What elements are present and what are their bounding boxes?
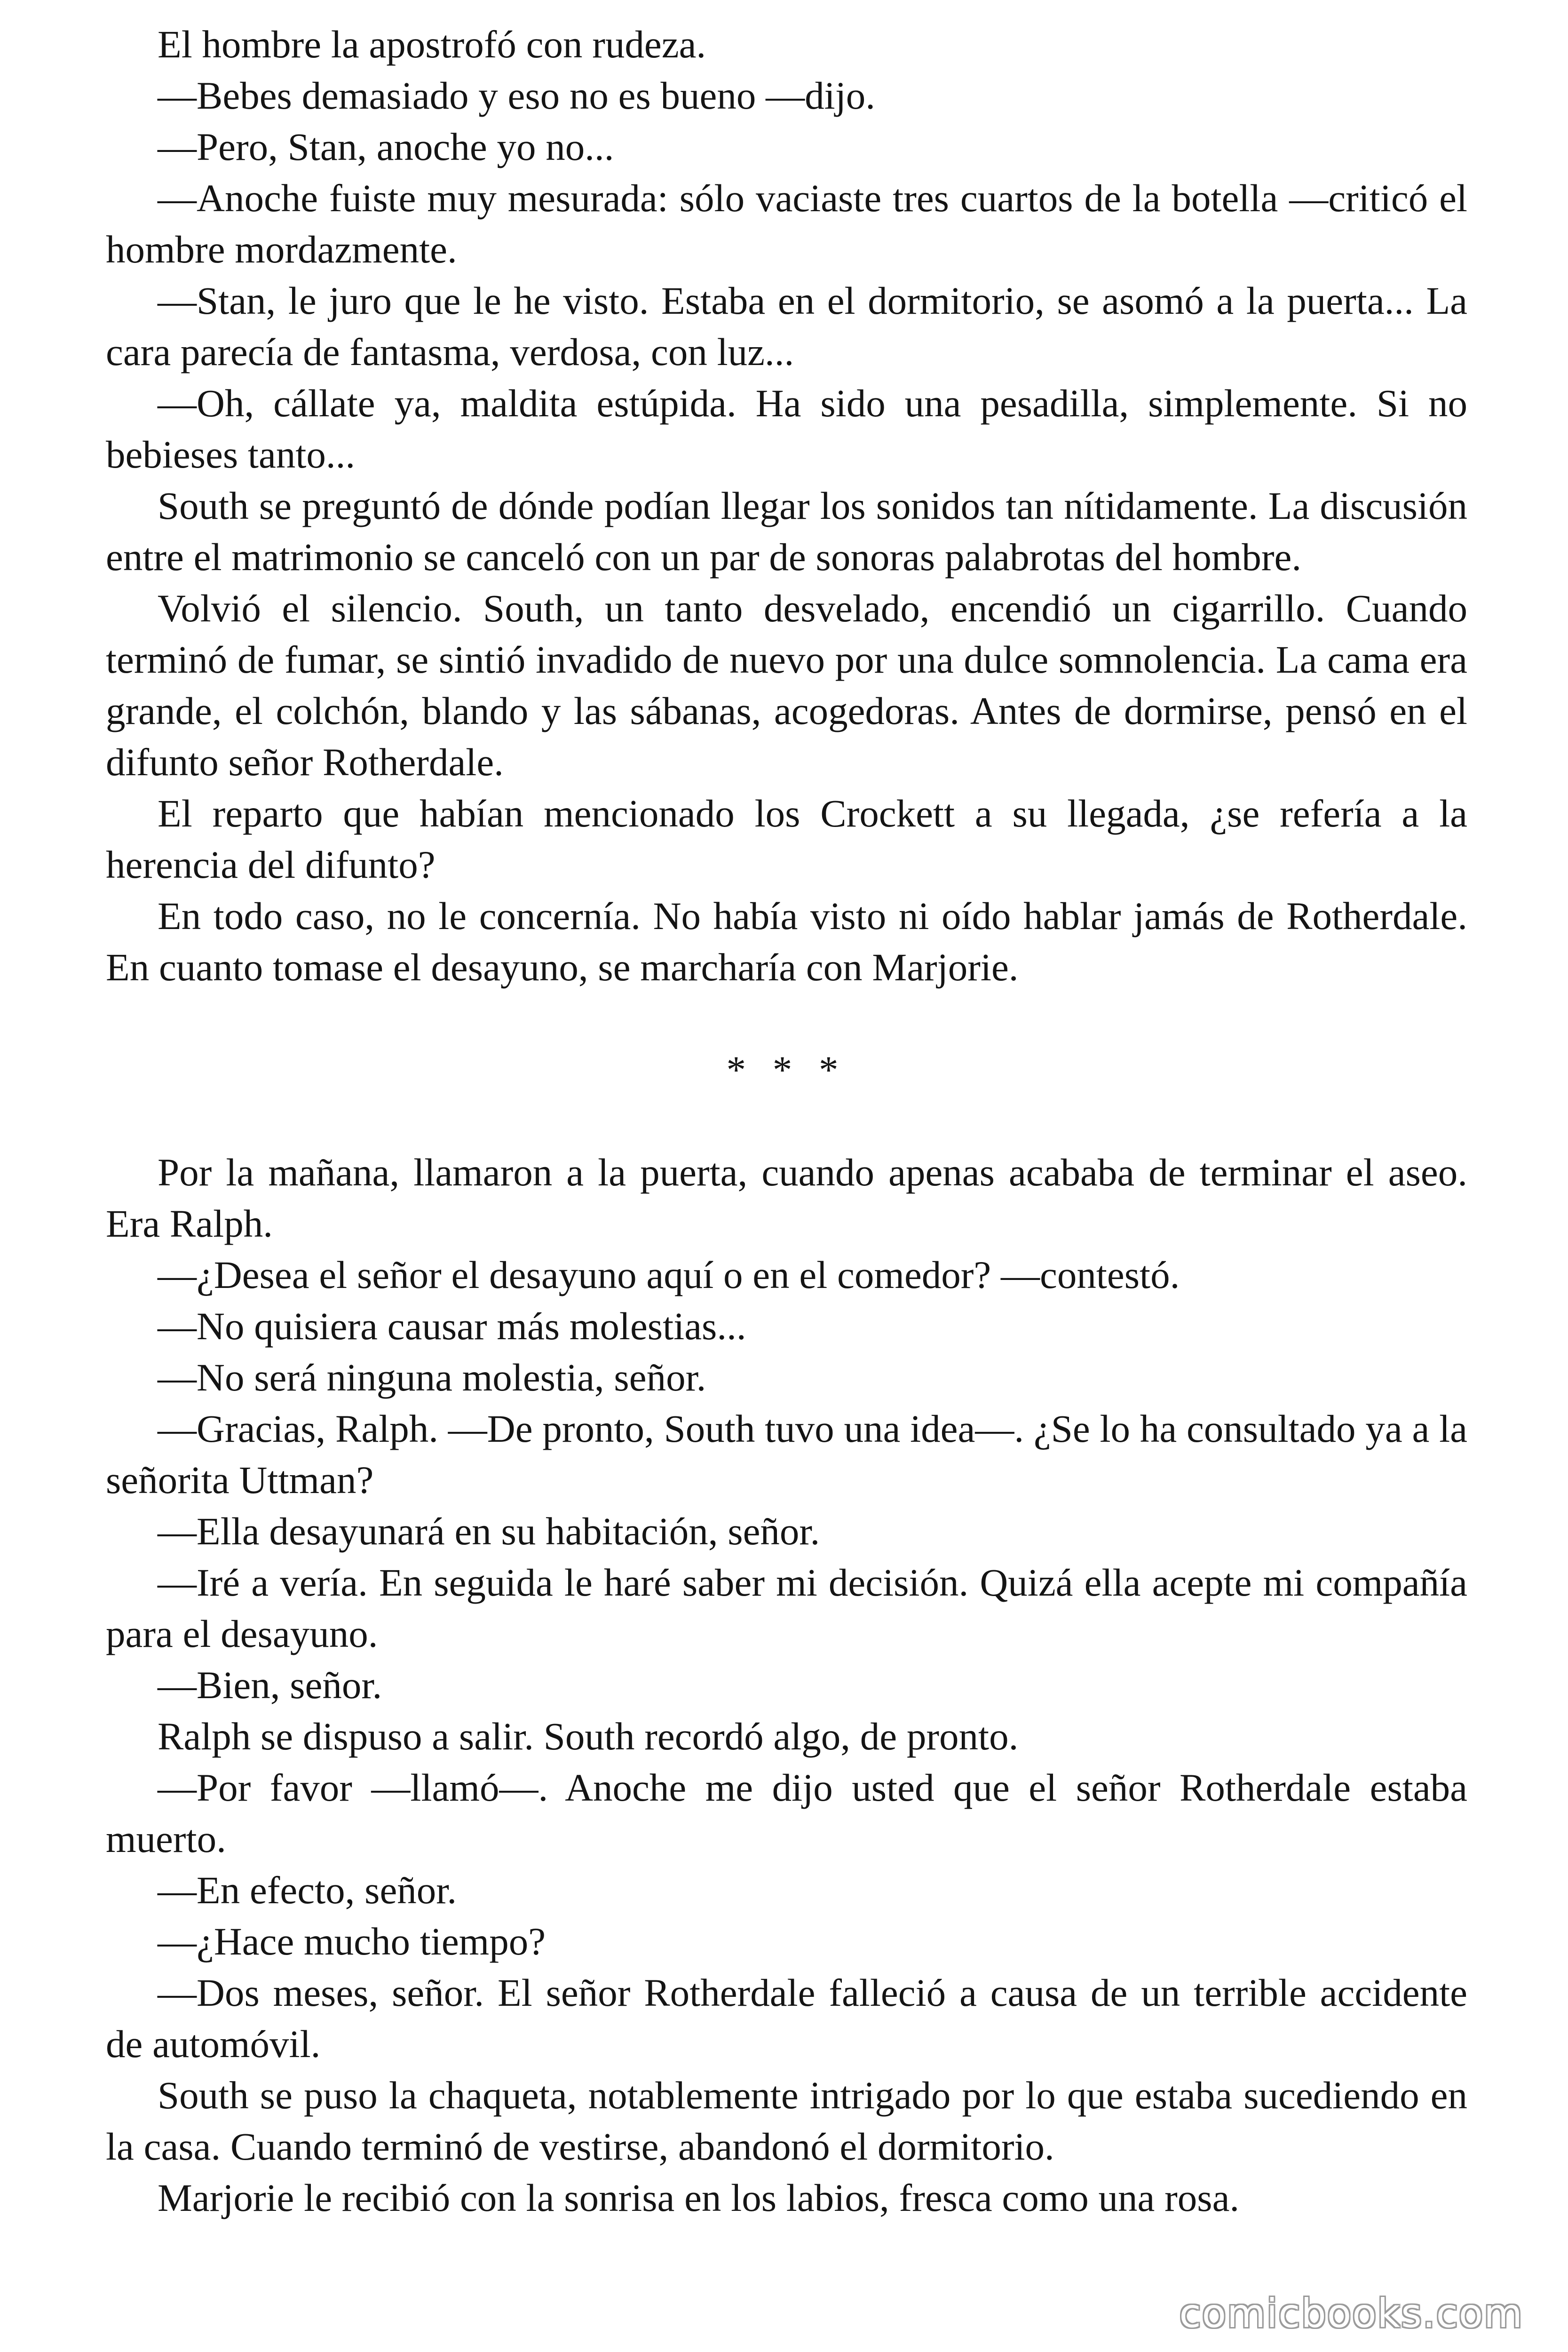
paragraph: —Pero, Stan, anoche yo no... [158,125,614,168]
paragraph: South se puso la chaqueta, notablemente intrigado por lo que estaba sucediendo en la casa. Cuando terminó de vestirse, abandonó el dormitorio. [106,2074,1467,2168]
section-separator: * * * [726,1048,847,1091]
paragraph: —En efecto, señor. [158,1868,457,1912]
paragraph: Volvió el silencio. South, un tanto desvelado, encendió un cigarrillo. Cuando terminó de fumar, se sintió invadido de nuevo por una dulce somnolencia. La cama era grande, el colchón, blando y las sábanas, acogedoras. Antes de dormirse, pensó en el difunto señor Rotherdale. [106,587,1467,784]
paragraph: —No será ninguna molestia, señor. [158,1356,706,1399]
paragraph: —Ella desayunará en su habitación, señor. [158,1510,820,1553]
paragraph: —¿Hace mucho tiempo? [158,1920,546,1963]
paragraph: —Dos meses, señor. El señor Rotherdale falleció a causa de un terrible accidente de automóvil. [106,1971,1467,2066]
paragraph: —Iré a vería. En seguida le haré saber mi decisión. Quizá ella acepte mi compañía para el desayuno. [106,1561,1467,1655]
paragraph: El hombre la apostrofó con rudeza. [158,23,706,66]
paragraph: —Por favor —llamó—. Anoche me dijo usted que el señor Rotherdale estaba muerto. [106,1766,1467,1860]
paragraph: South se preguntó de dónde podían llegar los sonidos tan nítidamente. La discusión entre el matrimonio se canceló con un par de sonoras palabrotas del hombre. [106,484,1467,579]
paragraph: —Stan, le juro que le he visto. Estaba en el dormitorio, se asomó a la puerta... La cara parecía de fantasma, verdosa, con luz... [106,279,1467,373]
paragraph: —Gracias, Ralph. —De pronto, South tuvo una idea—. ¿Se lo ha consultado ya a la señorita Uttman? [106,1407,1467,1502]
paragraph: —Anoche fuiste muy mesurada: sólo vaciaste tres cuartos de la botella —criticó el hombre mordazmente. [106,176,1467,271]
paragraph: —¿Desea el señor el desayuno aquí o en el comedor? —contestó. [158,1253,1180,1296]
paragraph: —Bien, señor. [158,1663,382,1707]
paragraph: Ralph se dispuso a salir. South recordó algo, de pronto. [158,1715,1019,1758]
paragraph: En todo caso, no le concernía. No había visto ni oído hablar jamás de Rotherdale. En cuanto tomase el desayuno, se marcharía con Marjorie. [106,894,1467,989]
book-page [106,19,1467,2224]
paragraph: El reparto que habían mencionado los Crockett a su llegada, ¿se refería a la herencia del difunto? [106,792,1467,886]
paragraph: Marjorie le recibió con la sonrisa en los labios, fresca como una rosa. [158,2176,1240,2219]
watermark: comicbooks.com [1179,2290,1523,2336]
paragraph: —No quisiera causar más molestias... [158,1304,746,1348]
paragraph: —Bebes demasiado y eso no es bueno —dijo. [158,74,876,117]
paragraph: —Oh, cállate ya, maldita estúpida. Ha sido una pesadilla, simplemente. Si no bebieses tanto... [106,381,1467,476]
paragraph: Por la mañana, llamaron a la puerta, cuando apenas acababa de terminar el aseo. Era Ralph. [106,1151,1467,1245]
